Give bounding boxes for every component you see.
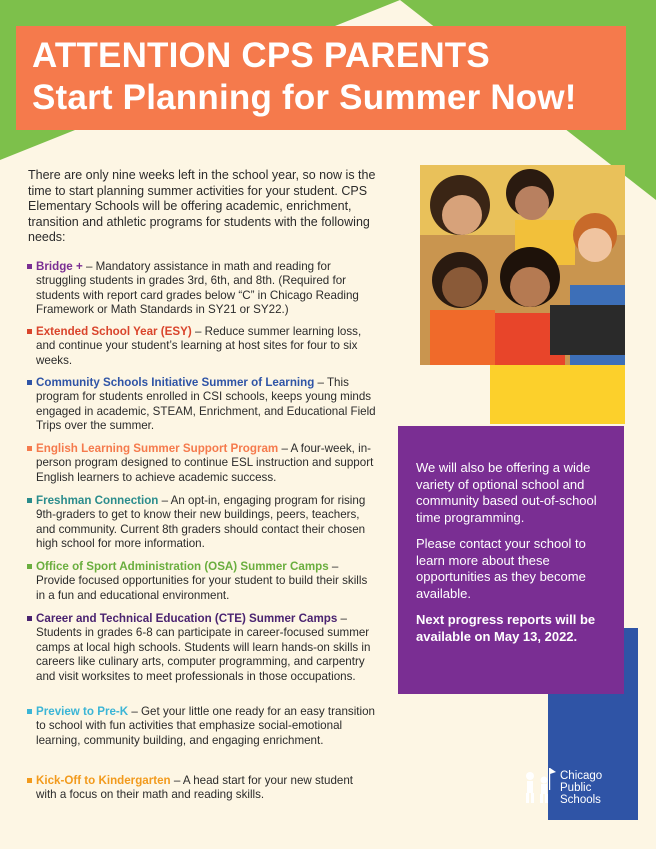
- headline-line-2: Start Planning for Summer Now!: [32, 78, 577, 117]
- sidebar-paragraph-3: Next progress reports will be available on May 13, 2022.: [416, 612, 596, 644]
- list-item-osa: [36, 560, 376, 603]
- list-item-esy: [36, 325, 376, 368]
- sidebar-callout: [398, 426, 624, 694]
- item-text: – Students in grades 6-8 can participate in career-focused summer camps at local high schools. Students will learn hands-on skills in careers like culinary arts, computer programming, and carpentry and visit worksites to meet professionals in those occupations.: [36, 612, 371, 683]
- item-text: – A four-week, in-person program designed to continue ESL instruction and support English learners to achieve academic success.: [36, 442, 374, 484]
- item-title: Community Schools Initiative Summer of Learning: [36, 376, 315, 389]
- list-item-bridge: [36, 260, 376, 318]
- bullet-square: [27, 778, 32, 783]
- item-title: Bridge +: [36, 260, 83, 273]
- item-text: – Provide focused opportunities for your student to build their skills in a fun and educational environment.: [36, 560, 368, 602]
- item-title: Freshman Connection: [36, 494, 159, 507]
- logo-line-1: Chicago: [560, 770, 603, 782]
- item-text: – Reduce summer learning loss, and continue your student’s learning at host sites for four to six weeks.: [36, 325, 362, 367]
- list-item-pre-k: [36, 705, 376, 748]
- list-item-cte: [36, 612, 376, 684]
- item-text: – A head start for your new student with a focus on their math and reading skills.: [36, 774, 354, 802]
- item-title: English Learning Summer Support Program: [36, 442, 279, 455]
- sidebar-paragraph-2: Please contact your school to learn more about these opportunities as they become available.: [416, 536, 586, 601]
- bullet-square: [27, 329, 32, 334]
- item-text: – Mandatory assistance in math and reading for struggling students in grades 3rd, 6th, and 8th. (Required for students with report card grades below “C” in Chicago Reading Framework or Math Standards in SY21 or SY22.): [36, 260, 359, 317]
- list-item-freshman: [36, 494, 376, 552]
- item-title: Kick-Off to Kindergarten: [36, 774, 171, 787]
- logo-line-2: Public: [560, 782, 592, 794]
- bullet-square: [27, 616, 32, 621]
- list-item-kindergarten: [36, 774, 376, 803]
- item-title: Career and Technical Education (CTE) Summer Camps: [36, 612, 338, 625]
- bullet-square: [27, 264, 32, 269]
- cps-logo: [520, 764, 620, 808]
- bullet-square: [27, 498, 32, 503]
- list-item-csi: [36, 376, 376, 434]
- intro-paragraph: There are only nine weeks left in the school year, so now is the time to start planning summer activities for your student. CPS Elementary Schools will be offering academic, enrichment, transition and athletic programs for students with the following needs:: [28, 168, 376, 244]
- item-title: Office of Sport Administration (OSA) Summer Camps: [36, 560, 329, 573]
- children-at-laptop-icon: [420, 165, 625, 365]
- item-text: – Get your little one ready for an easy transition to school with fun activities that emphasize social-emotional learning, community building, and engaging enrichment.: [36, 705, 375, 747]
- bullet-square: [27, 564, 32, 569]
- bullet-square: [27, 380, 32, 385]
- item-text: – This program for students enrolled in CSI schools, keeps young minds engaged in academic, STEAM, Enrichment, and Educational Field Trips over the summer.: [36, 376, 376, 433]
- item-title: Extended School Year (ESY): [36, 325, 192, 338]
- list-item-english-learning: [36, 442, 376, 485]
- cps-logo-figures-icon: [520, 766, 558, 806]
- header-banner: [16, 26, 626, 130]
- bullet-square: [27, 446, 32, 451]
- children-photo: [420, 165, 625, 365]
- sidebar-paragraph-1: We will also be offering a wide variety of optional school and community based out-of-school time programming.: [416, 460, 597, 525]
- bullet-square: [27, 709, 32, 714]
- item-title: Preview to Pre-K: [36, 705, 129, 718]
- logo-line-3: Schools: [560, 794, 601, 806]
- item-text: – An opt-in, engaging program for rising 9th-graders to get to know their new buildings, peers, teachers, and community. Current 8th graders should contact their chosen high school for more information.: [36, 494, 366, 551]
- headline-line-1: ATTENTION CPS PARENTS: [32, 36, 490, 75]
- logo-text: [560, 770, 620, 806]
